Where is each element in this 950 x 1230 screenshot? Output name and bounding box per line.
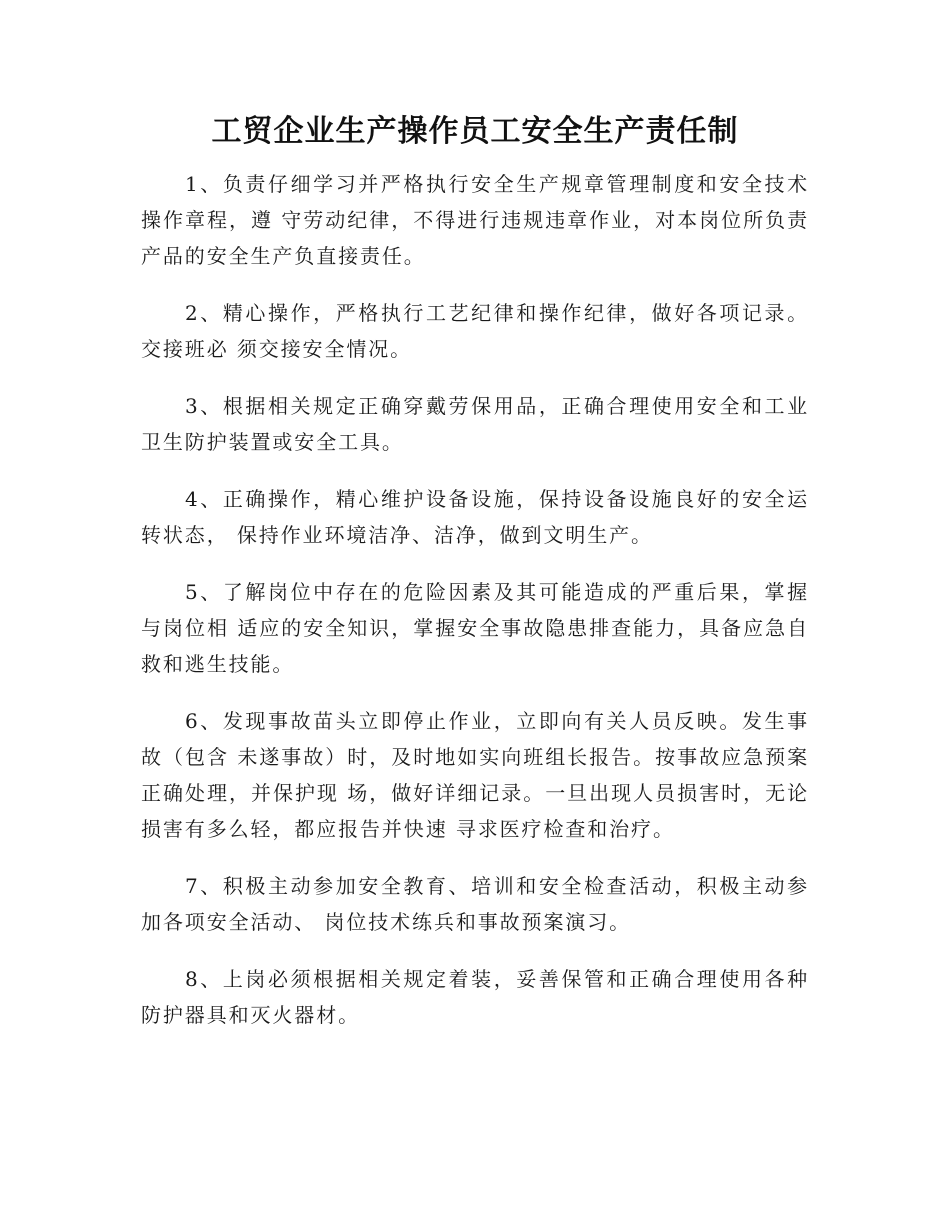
document-body — [141, 166, 809, 1054]
paragraph-3: 3、根据相关规定正确穿戴劳保用品，正确合理使用安全和工业卫生防护装置或安全工具。 — [141, 394, 809, 454]
paragraph-6: 6、发现事故苗头立即停止作业，立即向有关人员反映。发生事故（包含 未遂事故）时，及时地如实向班组长报告。按事故应急预案正确处理，并保护现 场，做好详细记录。一旦出现人员损害时，无论损害有多么轻，都应报告并快速 寻求医疗检查和治疗。 — [141, 709, 809, 841]
document-title: 工贸企业生产操作员工安全生产责任制 — [211, 114, 739, 149]
paragraph-8: 8、上岗必须根据相关规定着装，妥善保管和正确合理使用各种防护器具和灭火器材。 — [141, 967, 809, 1027]
paragraph-5: 5、了解岗位中存在的危险因素及其可能造成的严重后果，掌握与岗位相 适应的安全知识，掌握安全事故隐患排查能力，具备应急自救和逃生技能。 — [141, 580, 809, 676]
paragraph-1: 1、负责仔细学习并严格执行安全生产规章管理制度和安全技术操作章程，遵 守劳动纪律，不得进行违规违章作业，对本岗位所负责产品的安全生产负直接责任。 — [141, 172, 809, 268]
paragraph-4: 4、正确操作，精心维护设备设施，保持设备设施良好的安全运转状态， 保持作业环境洁净、洁净，做到文明生产。 — [141, 487, 809, 547]
paragraph-7: 7、积极主动参加安全教育、培训和安全检查活动，积极主动参加各项安全活动、 岗位技术练兵和事故预案演习。 — [141, 874, 809, 934]
paragraph-2: 2、精心操作，严格执行工艺纪律和操作纪律，做好各项记录。交接班必 须交接安全情况。 — [141, 301, 809, 361]
